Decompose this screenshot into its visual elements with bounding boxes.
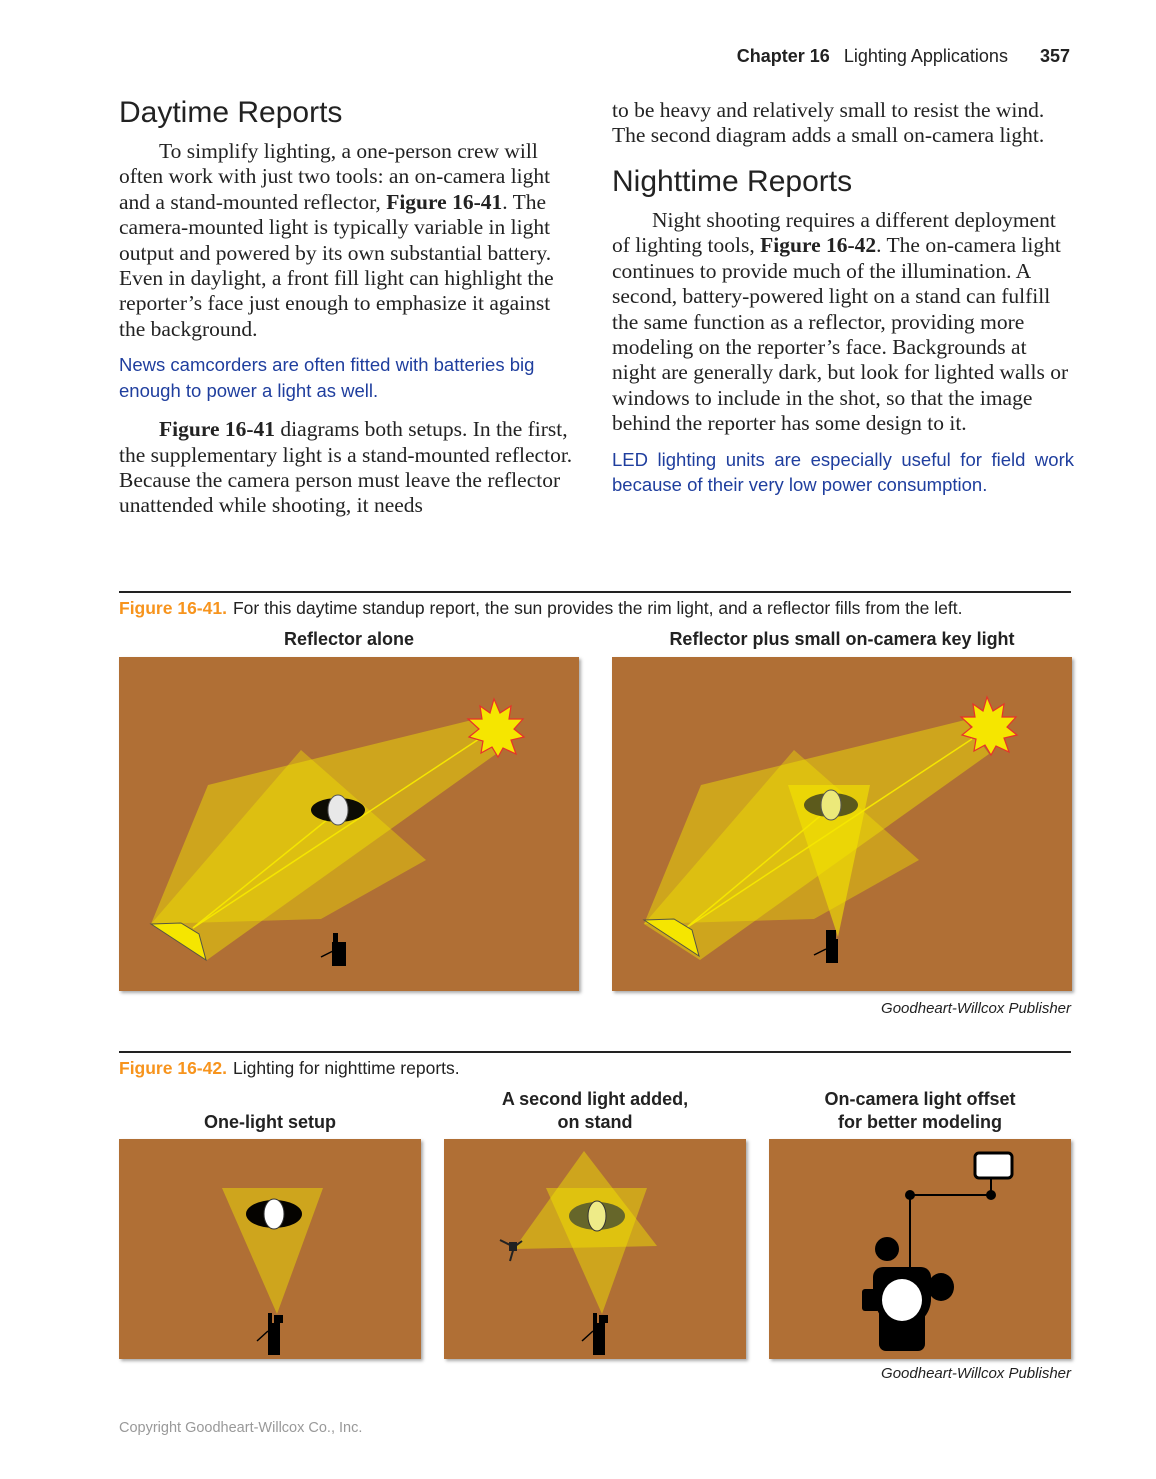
divider	[119, 591, 1071, 593]
margin-note: LED lighting units are especially useful for field work because of their very low power consumption.	[612, 448, 1074, 496]
paragraph: to be heavy and relatively small to resist the wind. The second diagram adds a small on-camera light.	[612, 98, 1045, 148]
image-credit: Goodheart-Willcox Publisher	[881, 1000, 1071, 1017]
diagram-reflector-plus-key	[612, 657, 1072, 991]
figure-caption: Figure 16-42. Lighting for nighttime reports.	[119, 1058, 460, 1078]
diagram-reflector-alone	[119, 657, 579, 991]
figure-caption: Figure 16-41. For this daytime standup report, the sun provides the rim light, and a reflector fills from the left.	[119, 598, 963, 618]
camera-rear-icon	[862, 1237, 954, 1351]
figure-ref: Figure 16-41	[159, 417, 276, 442]
copyright: Copyright Goodheart-Willcox Co., Inc.	[119, 1420, 363, 1436]
heading-daytime: Daytime Reports	[119, 96, 343, 129]
chapter-label: Chapter 16	[736, 46, 830, 66]
diagram-offset-light	[769, 1139, 1071, 1359]
camera-icon	[321, 933, 346, 966]
panel-title: Reflector alone	[283, 629, 415, 649]
paragraph: Figure 16-41 diagrams both setups. In the first, the supplementary light is a stand-mounted reflector. Because the camera person must leave the reflector unattended while shooting, it needs	[119, 417, 573, 518]
camera-icon	[582, 1313, 608, 1355]
reporter-face-icon	[328, 795, 348, 825]
heading-nighttime: Nighttime Reports	[612, 165, 853, 198]
arm-joint	[905, 1190, 915, 1200]
page-number: 357	[1039, 46, 1070, 66]
panel-title: A second light added, on stand	[501, 1089, 689, 1132]
figure-ref: Figure 16-42	[760, 233, 877, 258]
camera-icon	[257, 1313, 283, 1355]
paragraph: To simplify lighting, a one-person crew will often work with just two tools: an on-camera light and a stand-mounted reflector, Figure 16-41. The camera-mounted light is typically variable in light output and powered by its own substantial battery. Even in daylight, a front fill light can highlight the reporter’s face just enough to emphasize it against the background.	[119, 139, 554, 341]
reporter-face-icon	[821, 790, 841, 820]
panel-title: Reflector plus small on-camera key light	[669, 629, 1015, 649]
led-light-icon	[975, 1153, 1012, 1178]
panel-title: One-light setup	[204, 1112, 336, 1132]
reporter-face-icon	[264, 1199, 284, 1229]
arm-joint	[986, 1190, 996, 1200]
chapter-title: Lighting Applications	[843, 46, 1008, 66]
reporter-face-icon	[588, 1201, 606, 1231]
image-credit: Goodheart-Willcox Publisher	[881, 1365, 1071, 1382]
divider	[119, 1051, 1071, 1053]
figure-ref: Figure 16-41	[386, 189, 503, 214]
panel-title: On-camera light offset for better modeling	[824, 1089, 1016, 1132]
diagram-second-light	[444, 1139, 746, 1359]
paragraph: Night shooting requires a different deployment of lighting tools, Figure 16-42. The on-camera light continues to provide much of the illumination. A second, battery-powered light on a stand can fulfill the same function as a reflector, providing more modeling on the reporter’s face. Backgrounds at night are generally dark, but look for lighted walls or windows to include in the shot, so that the image behind the reporter has some design to it.	[612, 208, 1069, 436]
diagram-one-light	[119, 1139, 421, 1359]
camera-icon	[814, 930, 838, 963]
running-header	[737, 46, 1070, 67]
margin-note: News camcorders are often fitted with batteries big enough to power a light as well.	[119, 354, 535, 401]
stand-light-icon	[500, 1240, 522, 1261]
